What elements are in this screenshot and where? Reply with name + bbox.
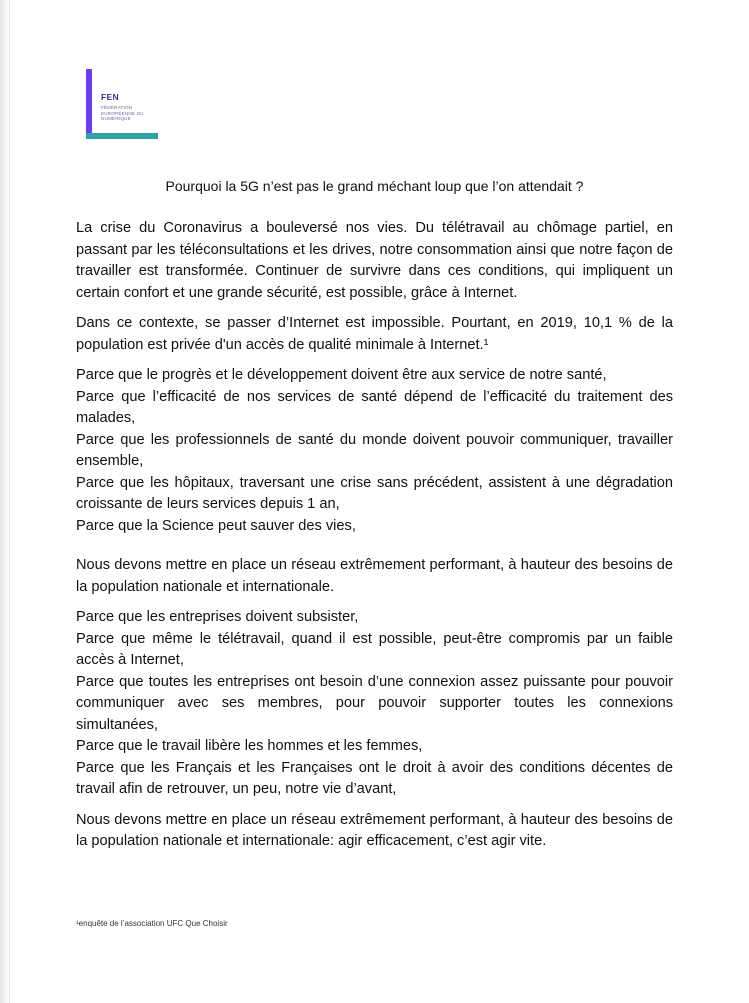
paragraph-conclusion-health: Nous devons mettre en place un réseau extrêmement performant, à hauteur des besoins de la population nationale et internationale. [76,557,673,595]
list-item: Parce que les hôpitaux, traversant une crise sans précédent, assistent à une dégradation croissante de leurs services depuis 1 an, [76,474,673,512]
business-reasons-list [76,607,673,801]
list-item: Parce que toutes les entreprises ont besoin d’une connexion assez puissante pour pouvoir communiquer avec ses membres, pour pouvoir supporter toutes les connexions simultanées, [76,673,673,733]
paragraph-conclusion-final: Nous devons mettre en place un réseau extrêmement performant, à hauteur des besoins de la population nationale et internationale: agir efficacement, c’est agir vite. [76,811,673,849]
list-item: Parce que les professionnels de santé du monde doivent pouvoir communiquer, travailler ensemble, [76,431,673,469]
list-item: Parce que les entreprises doivent subsister, [76,609,359,625]
paragraph-context: Dans ce contexte, se passer d’Internet est impossible. Pourtant, en 2019, 10,1 % de la population est privée d'un accès de qualité minimale à Internet.¹ [76,315,673,353]
list-item: Parce que le progrès et le développement doivent être aux service de notre santé, [76,367,607,383]
logo-full-name: FÉDÉRATION EUROPÉENNE DU NUMÉRIQUE [101,105,144,122]
health-reasons-list [76,365,673,537]
paragraph-intro: La crise du Coronavirus a bouleversé nos vies. Du télétravail au chômage partiel, en passant par les téléconsultations et les drives, notre consommation ainsi que notre façon de travailler est transformée. Continuer de survivre dans ces conditions, qui impliquent un certain confort et une grande sécurité, est possible, grâce à Internet. [76,220,673,301]
page-edge-line [9,0,10,1003]
document-body [76,218,673,862]
logo-horizontal-bar [86,133,158,139]
list-item: Parce que la Science peut sauver des vies, [76,517,356,534]
fen-logo [84,69,158,141]
document-title: Pourquoi la 5G n’est pas le grand méchant loup que l’on attendait ? [165,178,584,194]
list-item: Parce que le travail libère les hommes et les femmes, [76,738,423,754]
logo-abbreviation: FEN [101,92,119,102]
list-item: Parce que même le télétravail, quand il est possible, peut-être compromis par un faible accès à Internet, [76,630,673,668]
spacer [76,537,673,555]
page-edge-shadow [0,0,9,1003]
list-item: Parce que l’efficacité de nos services de santé dépend de l’efficacité du traitement des malades, [76,388,673,426]
footnote: ¹enquête de l’association UFC Que Choisir [76,919,228,928]
list-item: Parce que les Français et les Françaises ont le droit à avoir des conditions décentes de travail afin de retrouver, un peu, notre vie d’avant, [76,759,673,797]
spacer [76,801,673,810]
logo-vertical-bar [86,69,92,139]
